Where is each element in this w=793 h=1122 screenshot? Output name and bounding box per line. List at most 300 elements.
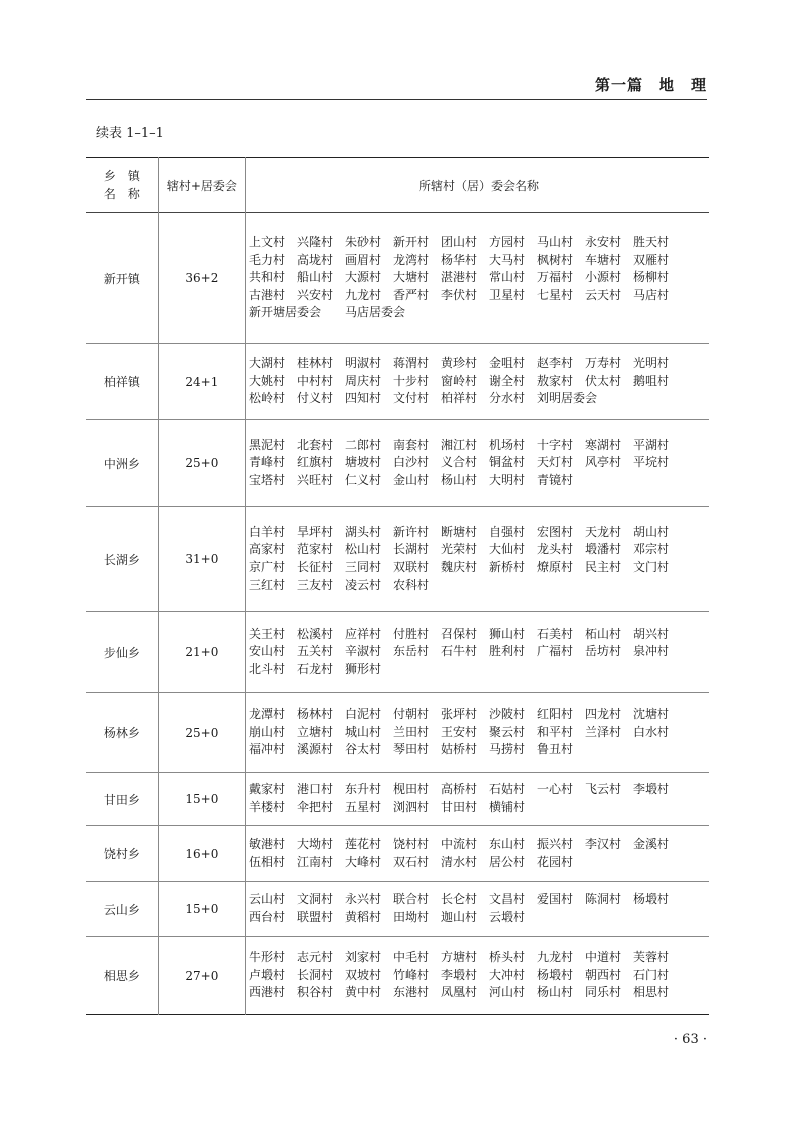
village-name: 马山村 [537, 235, 574, 250]
village-name: 刘家村 [345, 950, 382, 965]
village-name: 安山村 [249, 644, 286, 659]
village-name: 白羊村 [249, 524, 286, 539]
village-name: 蒋渭村 [393, 356, 430, 371]
village-name: 古港村 [249, 287, 286, 302]
village-name: 永兴村 [345, 892, 382, 907]
village-name: 桂林村 [297, 356, 334, 371]
village-name: 志元村 [297, 950, 334, 965]
village-name: 狮形村 [345, 661, 382, 676]
village-name: 三红村 [249, 577, 286, 592]
village-name: 二郎村 [345, 437, 382, 452]
village-name: 四龙村 [585, 707, 622, 722]
town-name: 柏祥镇 [86, 344, 158, 420]
village-name: 付朝村 [393, 707, 430, 722]
village-name: 永安村 [585, 235, 622, 250]
village-name: 车塘村 [585, 252, 622, 267]
village-name: 大湖村 [249, 356, 286, 371]
village-list [249, 836, 709, 871]
village-name: 杨山村 [537, 985, 574, 1000]
village-name: 常山村 [489, 270, 526, 285]
village-name: 东岳村 [393, 644, 430, 659]
village-name: 中毛村 [393, 950, 430, 965]
chapter-title: 第一篇 地 理 [594, 76, 707, 94]
village-name: 石美村 [537, 626, 574, 641]
village-name: 青峰村 [249, 455, 286, 470]
village-name: 毛力村 [249, 252, 286, 267]
village-name: 七星村 [537, 287, 574, 302]
village-name: 浏泗村 [393, 800, 430, 814]
village-name: 四知村 [345, 391, 382, 406]
village-name: 仁义村 [345, 472, 382, 487]
village-name: 伏太村 [585, 373, 622, 388]
village-name: 湘江村 [441, 437, 478, 452]
village-name: 胜利村 [489, 644, 526, 659]
village-name: 积谷村 [297, 985, 334, 1000]
village-name: 沙陂村 [489, 707, 526, 722]
village-name: 福冲村 [249, 742, 286, 757]
village-name: 新开村 [393, 235, 430, 250]
village-count: 15+0 [158, 773, 245, 826]
village-name: 民主村 [585, 560, 622, 574]
village-list [249, 355, 709, 408]
village-name: 十步村 [393, 373, 430, 388]
village-name: 新桥村 [489, 560, 526, 574]
village-name: 松溪村 [297, 626, 334, 641]
village-name: 泉冲村 [633, 644, 670, 659]
village-name: 西港村 [249, 985, 286, 1000]
village-name: 杨塅村 [633, 892, 670, 907]
village-name: 枧田村 [393, 782, 430, 797]
village-name: 九龙村 [537, 950, 574, 965]
village-list [249, 891, 709, 926]
village-name: 团山村 [441, 235, 478, 250]
village-count: 31+0 [158, 507, 245, 612]
village-list-cell [246, 693, 710, 773]
village-name: 中村村 [297, 373, 334, 388]
village-list-cell [246, 826, 710, 882]
village-name: 农科村 [393, 577, 430, 592]
village-name: 文门村 [633, 560, 670, 574]
village-name: 杨山村 [441, 472, 478, 487]
village-name: 江南村 [297, 854, 334, 869]
village-name: 松岭村 [249, 391, 286, 406]
village-name: 龙头村 [537, 542, 574, 557]
header-list: 所辖村（居）委会名称 [418, 178, 539, 193]
village-name: 石龙村 [297, 661, 334, 676]
village-name: 光荣村 [441, 542, 478, 557]
village-name: 谢全村 [489, 373, 526, 388]
village-count: 15+0 [158, 882, 245, 937]
village-name: 魏庆村 [441, 560, 478, 574]
village-name: 兰田村 [393, 724, 430, 739]
village-name: 敏港村 [249, 836, 286, 851]
village-name: 杨林村 [297, 707, 334, 722]
village-name: 寒湖村 [585, 437, 622, 452]
village-name: 聚云村 [489, 724, 526, 739]
village-name: 杨华村 [441, 252, 478, 267]
village-name: 塘坡村 [345, 455, 382, 470]
table-caption: 续表 1–1–1 [96, 126, 164, 141]
village-name: 云山村 [249, 892, 286, 907]
town-name: 相思乡 [86, 937, 158, 1015]
town-name: 甘田乡 [86, 773, 158, 826]
village-name: 兴安村 [297, 287, 334, 302]
village-name: 大马村 [489, 252, 526, 267]
village-name: 横铺村 [489, 800, 526, 814]
table-row [86, 693, 709, 773]
village-name: 付胜村 [393, 626, 430, 641]
village-count: 21+0 [158, 612, 245, 693]
village-name: 爱国村 [537, 892, 574, 907]
village-name: 宝塔村 [249, 472, 286, 487]
table-row [86, 213, 709, 344]
table-row [86, 344, 709, 420]
village-list [249, 626, 709, 679]
village-name: 琴田村 [393, 742, 430, 757]
village-name: 鹅咀村 [633, 373, 670, 388]
village-name: 兴隆村 [297, 235, 334, 250]
village-name: 三同村 [345, 560, 382, 574]
village-name: 卫星村 [489, 287, 526, 302]
village-name: 五关村 [297, 644, 334, 659]
village-name: 平垸村 [633, 455, 670, 470]
village-name: 河山村 [489, 985, 526, 1000]
village-name: 戴家村 [249, 782, 286, 797]
village-name: 大源村 [345, 270, 382, 285]
village-name: 铜盆村 [489, 455, 526, 470]
village-list [249, 437, 709, 490]
table-row [86, 507, 709, 612]
village-name: 东港村 [393, 985, 430, 1000]
village-name: 香严村 [393, 287, 430, 302]
village-name: 龙潭村 [249, 707, 286, 722]
village-name: 长仑村 [441, 892, 478, 907]
village-name: 石牛村 [441, 644, 478, 659]
village-name: 花园村 [537, 854, 574, 869]
village-name: 谷太村 [345, 742, 382, 757]
village-name: 万福村 [537, 270, 574, 285]
village-name: 姑桥村 [441, 742, 478, 757]
table-row [86, 612, 709, 693]
town-name: 云山乡 [86, 882, 158, 937]
village-name: 塅潘村 [585, 542, 622, 557]
village-name: 范家村 [297, 542, 334, 557]
page-number: · 63 · [673, 1032, 707, 1047]
village-name: 飞云村 [585, 782, 622, 797]
village-name: 饶村村 [393, 836, 430, 851]
village-name: 光明村 [633, 356, 670, 371]
village-list [249, 706, 709, 759]
table-row [86, 420, 709, 507]
village-name: 狮山村 [489, 626, 526, 641]
village-name: 白水村 [633, 724, 670, 739]
village-name: 文昌村 [489, 892, 526, 907]
village-name: 杨塅村 [537, 967, 574, 982]
village-name: 东山村 [489, 836, 526, 851]
committee-name: 马店居委会 [345, 305, 406, 320]
village-name: 莲花村 [345, 836, 382, 851]
village-name: 长洞村 [297, 967, 334, 982]
town-name: 长湖乡 [86, 507, 158, 612]
village-name: 新许村 [393, 524, 430, 539]
village-count: 36+2 [158, 213, 245, 344]
village-name: 付义村 [297, 391, 334, 406]
village-list-cell [246, 882, 710, 937]
village-name: 大坳村 [297, 836, 334, 851]
village-name: 万寿村 [585, 356, 622, 371]
village-name: 联合村 [393, 892, 430, 907]
village-name: 清水村 [441, 854, 478, 869]
village-name: 沈塘村 [633, 707, 670, 722]
village-name: 张坪村 [441, 707, 478, 722]
village-name: 红旗村 [297, 455, 334, 470]
village-name: 文付村 [393, 391, 430, 406]
village-name: 甘田村 [441, 800, 478, 814]
village-name: 赵李村 [537, 356, 574, 371]
village-name: 迦山村 [441, 910, 478, 924]
table-header-row [86, 158, 709, 213]
village-name: 关王村 [249, 626, 286, 641]
village-name: 燎原村 [537, 560, 574, 574]
village-name: 西台村 [249, 910, 286, 924]
village-name: 敖家村 [537, 373, 574, 388]
village-name: 三友村 [297, 577, 334, 592]
village-name: 云天村 [585, 287, 622, 302]
village-name: 窗岭村 [441, 373, 478, 388]
header-town-name [86, 158, 158, 213]
village-name: 金咀村 [489, 356, 526, 371]
village-name: 应祥村 [345, 626, 382, 641]
village-name: 中流村 [441, 836, 478, 851]
village-name: 牛形村 [249, 950, 286, 965]
village-name: 李汉村 [585, 836, 622, 851]
village-name: 天龙村 [585, 524, 622, 539]
village-count: 16+0 [158, 826, 245, 882]
village-name: 方园村 [489, 235, 526, 250]
village-name: 马店村 [633, 287, 670, 302]
village-name: 中道村 [585, 950, 622, 965]
village-list-cell [246, 612, 710, 693]
village-name: 邓宗村 [633, 542, 670, 557]
village-name: 大明村 [489, 472, 526, 487]
village-name: 自强村 [489, 524, 526, 539]
village-name: 长湖村 [393, 542, 430, 557]
village-name: 召保村 [441, 626, 478, 641]
village-name: 胡山村 [633, 524, 670, 539]
village-name: 宏图村 [537, 524, 574, 539]
village-name: 竹峰村 [393, 967, 430, 982]
committee-name: 新开塘居委会 [249, 305, 322, 320]
village-name: 南套村 [393, 437, 430, 452]
village-name: 双雁村 [633, 252, 670, 267]
village-name: 溪源村 [297, 742, 334, 757]
village-name: 周庆村 [345, 373, 382, 388]
village-name: 胡兴村 [633, 626, 670, 641]
village-name: 金山村 [393, 472, 430, 487]
village-name: 金溪村 [633, 836, 670, 851]
village-name: 平湖村 [633, 437, 670, 452]
town-name: 新开镇 [86, 213, 158, 344]
village-count: 24+1 [158, 344, 245, 420]
village-name: 九龙村 [345, 287, 382, 302]
village-name: 李塅村 [633, 782, 670, 797]
village-name: 胜天村 [633, 235, 670, 250]
village-name: 白泥村 [345, 707, 382, 722]
village-name: 陈洞村 [585, 892, 622, 907]
village-name: 天灯村 [537, 455, 574, 470]
village-name: 白沙村 [393, 455, 430, 470]
table-row [86, 826, 709, 882]
village-name: 湛港村 [441, 270, 478, 285]
village-name: 朱砂村 [345, 235, 382, 250]
village-count: 27+0 [158, 937, 245, 1015]
table-row [86, 937, 709, 1015]
village-name: 十字村 [537, 437, 574, 452]
header-town-line1: 乡 镇 [103, 169, 140, 183]
village-name: 和平村 [537, 724, 574, 739]
village-name: 黄稻村 [345, 910, 382, 924]
village-name: 马捞村 [489, 742, 526, 757]
village-name: 青镜村 [537, 472, 574, 487]
village-name: 凤凰村 [441, 985, 478, 1000]
village-name: 高家村 [249, 542, 286, 557]
village-name: 李伏村 [441, 287, 478, 302]
village-list-cell [246, 420, 710, 507]
header-town-line2: 名 称 [103, 187, 140, 201]
village-count: 25+0 [158, 693, 245, 773]
village-name: 李塅村 [441, 967, 478, 982]
village-name: 云塅村 [489, 910, 526, 924]
village-name: 湖头村 [345, 524, 382, 539]
village-list [249, 524, 709, 594]
village-name: 旱坪村 [297, 524, 334, 539]
village-name: 凌云村 [345, 577, 382, 592]
village-name: 方塘村 [441, 950, 478, 965]
village-name: 大仙村 [489, 542, 526, 557]
village-name: 双联村 [393, 560, 430, 574]
village-name: 卢塅村 [249, 967, 286, 982]
village-list-cell [246, 213, 710, 344]
village-name: 振兴村 [537, 836, 574, 851]
village-name: 相思村 [633, 985, 670, 1000]
village-name: 辛淑村 [345, 644, 382, 659]
village-name: 明淑村 [345, 356, 382, 371]
village-name: 松山村 [345, 542, 382, 557]
header-rule [86, 99, 707, 100]
village-name: 大峰村 [345, 854, 382, 869]
village-name: 文洞村 [297, 892, 334, 907]
village-name: 小源村 [585, 270, 622, 285]
village-name: 城山村 [345, 724, 382, 739]
village-name: 兴旺村 [297, 472, 334, 487]
village-name: 杨柳村 [633, 270, 670, 285]
village-name: 分水村 [489, 391, 526, 406]
village-name: 义合村 [441, 455, 478, 470]
village-name: 上文村 [249, 235, 286, 250]
village-name: 画眉村 [345, 252, 382, 267]
village-name: 北斗村 [249, 661, 286, 676]
table-row [86, 773, 709, 826]
village-name: 断塘村 [441, 524, 478, 539]
village-name: 石门村 [633, 967, 670, 982]
town-name: 中洲乡 [86, 420, 158, 507]
town-name: 步仙乡 [86, 612, 158, 693]
village-name: 广福村 [537, 644, 574, 659]
village-name: 共和村 [249, 270, 286, 285]
village-name: 红阳村 [537, 707, 574, 722]
village-name: 双坡村 [345, 967, 382, 982]
header-count: 辖村+居委会 [158, 158, 245, 213]
village-name: 东升村 [345, 782, 382, 797]
village-name: 联盟村 [297, 910, 334, 924]
village-name: 芙蓉村 [633, 950, 670, 965]
village-list-cell [246, 507, 710, 612]
village-name: 王安村 [441, 724, 478, 739]
village-list [249, 949, 709, 1002]
village-list-cell [246, 937, 710, 1015]
committee-name: 刘明居委会 [537, 391, 598, 406]
village-name: 岳坊村 [585, 644, 622, 659]
village-list [249, 234, 709, 322]
village-name: 高垅村 [297, 252, 334, 267]
running-header [86, 72, 707, 100]
village-name: 京广村 [249, 560, 286, 574]
village-table [86, 157, 709, 1015]
village-name: 枫树村 [537, 252, 574, 267]
village-name: 机场村 [489, 437, 526, 452]
table-row [86, 882, 709, 937]
village-name: 五星村 [345, 800, 382, 814]
village-name: 立塘村 [297, 724, 334, 739]
village-name: 居公村 [489, 854, 526, 869]
village-name: 羊楼村 [249, 800, 286, 814]
village-name: 田坳村 [393, 910, 430, 924]
village-list-cell [246, 344, 710, 420]
village-name: 同乐村 [585, 985, 622, 1000]
village-name: 大冲村 [489, 967, 526, 982]
village-name: 黑泥村 [249, 437, 286, 452]
village-name: 石姑村 [489, 782, 526, 797]
village-name: 龙湾村 [393, 252, 430, 267]
village-name: 港口村 [297, 782, 334, 797]
village-name: 黄珍村 [441, 356, 478, 371]
village-list-cell [246, 773, 710, 826]
village-name: 朝西村 [585, 967, 622, 982]
village-name: 黄中村 [345, 985, 382, 1000]
village-name: 崩山村 [249, 724, 286, 739]
village-name: 高桥村 [441, 782, 478, 797]
village-name: 双石村 [393, 854, 430, 869]
village-name: 大塘村 [393, 270, 430, 285]
village-name: 伍相村 [249, 854, 286, 869]
village-name: 大姚村 [249, 373, 286, 388]
village-name: 桥头村 [489, 950, 526, 965]
village-name: 兰泽村 [585, 724, 622, 739]
village-name: 北套村 [297, 437, 334, 452]
village-name: 长征村 [297, 560, 334, 574]
village-name: 一心村 [537, 782, 574, 797]
town-name: 饶村乡 [86, 826, 158, 882]
village-list [249, 781, 709, 816]
village-name: 鲁丑村 [537, 742, 574, 757]
village-name: 柏祥村 [441, 391, 478, 406]
village-name: 伞把村 [297, 800, 334, 814]
village-count: 25+0 [158, 420, 245, 507]
town-name: 杨林乡 [86, 693, 158, 773]
village-name: 船山村 [297, 270, 334, 285]
village-name: 柘山村 [585, 626, 622, 641]
village-name: 风亭村 [585, 455, 622, 470]
